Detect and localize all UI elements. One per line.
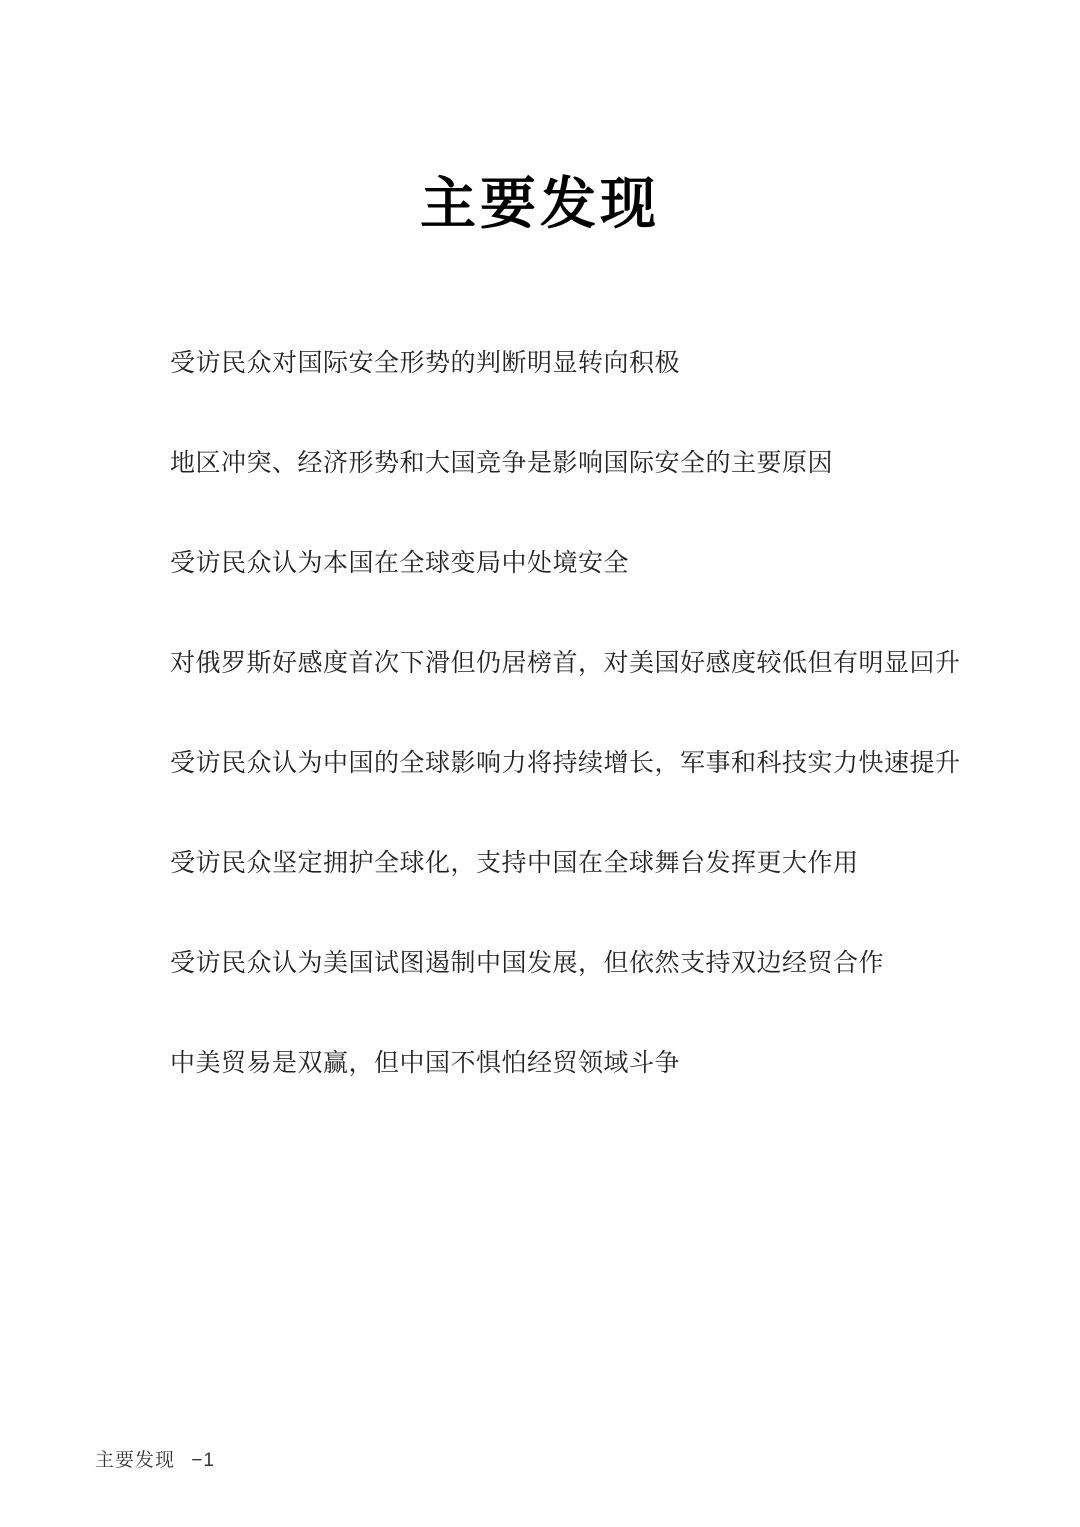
finding-item-2: 地区冲突、经济形势和大国竞争是影响国际安全的主要原因	[170, 449, 834, 477]
page-footer	[95, 1445, 215, 1472]
footer-page-number: −1	[191, 1450, 215, 1471]
finding-item-8: 中美贸易是双赢，但中国不惧怕经贸领域斗争	[170, 1049, 681, 1077]
finding-item-5: 受访民众认为中国的全球影响力将持续增长，军事和科技实力快速提升	[170, 749, 961, 777]
finding-item-7: 受访民众认为美国试图遏制中国发展，但依然支持双边经贸合作	[170, 949, 885, 977]
page-title: 主要发现	[420, 172, 660, 235]
finding-item-6: 受访民众坚定拥护全球化，支持中国在全球舞台发挥更大作用	[170, 849, 859, 877]
footer-section-label: 主要发现	[95, 1450, 176, 1471]
finding-item-1: 受访民众对国际安全形势的判断明显转向积极	[170, 349, 681, 377]
finding-item-4: 对俄罗斯好感度首次下滑但仍居榜首，对美国好感度较低但有明显回升	[170, 649, 961, 677]
findings-list	[170, 346, 1010, 1146]
finding-item-3: 受访民众认为本国在全球变局中处境安全	[170, 549, 630, 577]
